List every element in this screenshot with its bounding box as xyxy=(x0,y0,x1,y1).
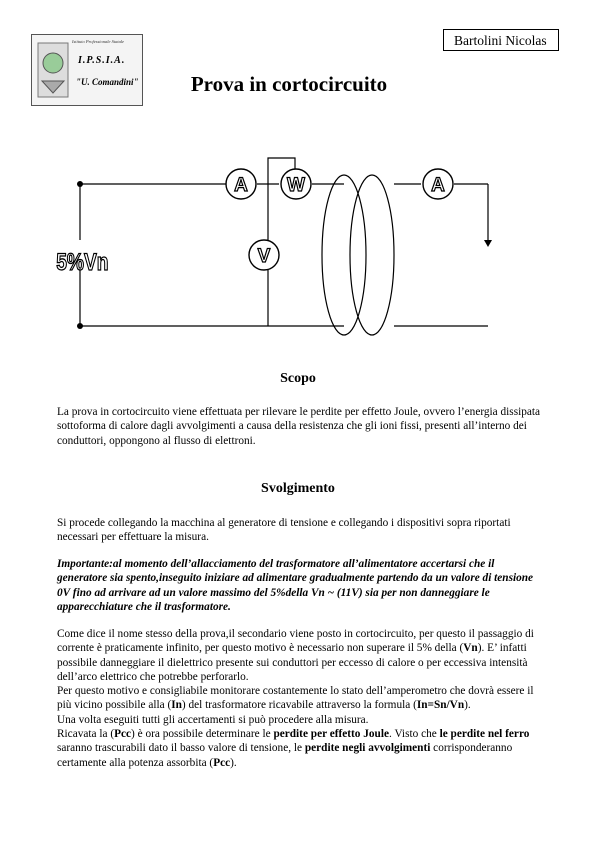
wattmeter xyxy=(281,169,311,199)
intro-text: Si procede collegando la macchina al generatore di tensione e collegando i dispositivi sopra riportati necessari per effettuare la misura. xyxy=(57,517,511,544)
svg-text:V: V xyxy=(257,246,271,267)
author-box: Bartolini Nicolas xyxy=(443,29,559,51)
logo-top-text: Istituto Professionale Statale xyxy=(72,39,125,44)
logo-school-name: "U. Comandini" xyxy=(76,77,139,87)
ammeter-1 xyxy=(226,169,256,199)
warning-text: Importante:al momento dell’allacciamento del trasformatore all’alimentatore accertarsi che il generatore sia spento,inseguito iniziare ad alimentare gradualmente partendo da un valore di tensione 0V fino ad arrivare ad un valore massimo del 5%della Vn ~ (11V) sia per non danneggiare le apparecchiature che il trasformatore. xyxy=(57,558,534,613)
ammeter-2 xyxy=(423,169,453,199)
supply-voltage-label: 5%Vn xyxy=(56,247,109,276)
svg-text:A: A xyxy=(431,175,445,196)
section-heading-svolgimento: Svolgimento xyxy=(261,481,335,496)
scopo-text: La prova in cortocircuito viene effettuata per rilevare le perdite per effetto Joule, ovvero l’energia dissipata sottoforma di calore dagli avvolgimenti a causa della resistenza che gli ioni fissi, presenti all’interno dei conduttori, oppongono al flusso di elettroni. xyxy=(57,406,541,447)
svg-text:A: A xyxy=(234,175,248,196)
circuit-diagram xyxy=(0,140,596,355)
body-paragraph: Come dice il nome stesso della prova,il secondario viene posto in cortocircuito, per questo il passaggio di corrente è praticamente infinito, per questo motivo è necessario non superare il 5% della (Vn). E’ infatti possibile danneggiare il dielettrico presente sui conduttori per eccesso di calore o per eccessiva intensità dell’arco elettrico che potrebbe perforarlo. Per questo motivo e consigliabile monitorare costantemente lo stato dell’amperometro che dovrà essere il più vicino possibile alla (In) del trasformatore ricavabile attraverso la formula (In=Sn/Vn). Una volta eseguiti tutti gli accertamenti si può procedere alla misura. Ricavata la (Pcc) è ora possibile determinare le perdite per effetto Joule. Visto che le perdite nel ferro saranno trascurabili dato il basso valore di tensione, le perdite negli avvolgimenti corrisponderanno certamente alla potenza assorbita (Pcc). xyxy=(57,628,534,769)
voltmeter xyxy=(249,240,279,270)
logo-school: I.P.S.I.A. xyxy=(78,55,126,66)
page-title: Prova in cortocircuito xyxy=(190,72,388,96)
section-heading-scopo: Scopo xyxy=(280,371,316,386)
svg-text:W: W xyxy=(287,175,305,196)
